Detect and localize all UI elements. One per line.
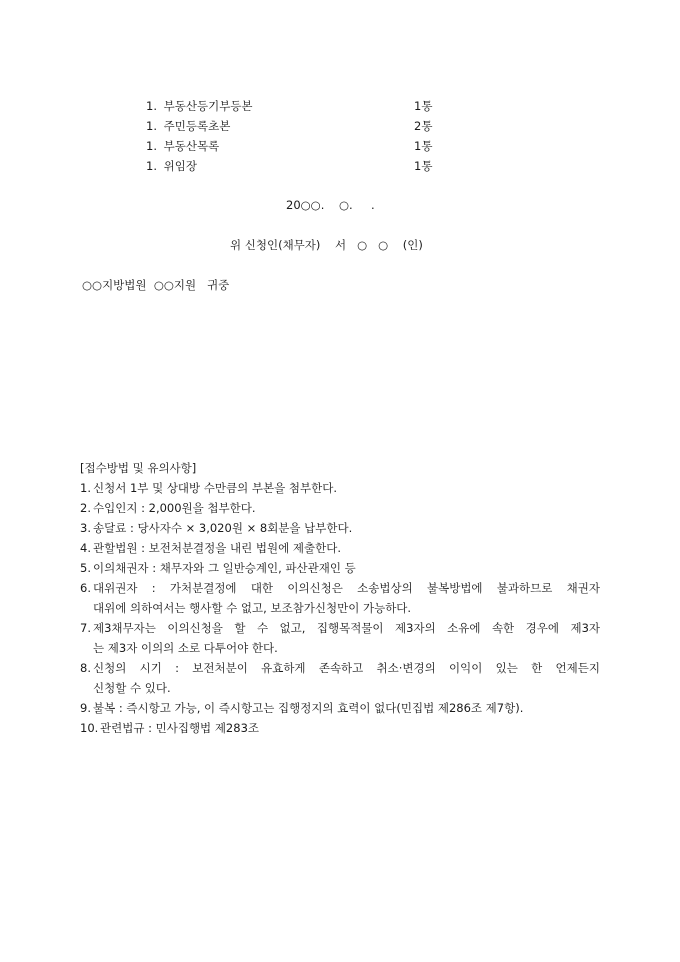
notes-section [80, 458, 600, 738]
note-item [80, 558, 600, 578]
attachments-list [146, 96, 446, 176]
note-number: 7. [80, 621, 91, 635]
note-number: 9. [80, 701, 91, 715]
note-number: 1. [80, 481, 91, 495]
notes-title: [접수방법 및 유의사항] [80, 461, 197, 475]
court-addressee: ○○지방법원 ○○지원 귀중 [82, 278, 230, 292]
attachment-name: 부동산등기부등본 [163, 99, 253, 113]
note-line: 수입인지 : 2,000원을 첩부한다. [93, 501, 256, 515]
note-line: 이의채권자 : 채무자와 그 일반승계인, 파산관재인 등 [93, 561, 356, 575]
attachment-number: 1. [146, 139, 157, 153]
note-item [80, 698, 600, 718]
date-line: 20○○. ○. . [286, 198, 375, 212]
note-item [80, 618, 600, 658]
applicant-signature-line: 위 신청인(채무자) 서 ○ ○ (인) [230, 238, 423, 252]
note-number: 5. [80, 561, 91, 575]
note-item [80, 538, 600, 558]
note-line: 신청할 수 있다. [93, 681, 171, 695]
attachment-count: 2통 [414, 119, 433, 133]
note-line: 신청의 시기 : 보전처분이 유효하게 존속하고 취소·변경의 이익이 있는 한 언제든지 [93, 661, 600, 675]
attachment-item [146, 156, 446, 176]
attachment-name: 부동산목록 [163, 139, 220, 153]
note-item [80, 518, 600, 538]
attachment-count: 1통 [414, 99, 433, 113]
note-number: 2. [80, 501, 91, 515]
note-line: 불복 : 즉시항고 가능, 이 즉시항고는 집행정지의 효력이 없다(민집법 제286조 제7항). [93, 701, 524, 715]
note-item [80, 718, 600, 738]
note-item [80, 498, 600, 518]
note-line: 대위권자 : 가처분결정에 대한 이의신청은 소송법상의 불복방법에 불과하므로 채권자 [93, 581, 600, 595]
note-line: 관할법원 : 보전처분결정을 내린 법원에 제출한다. [93, 541, 341, 555]
note-item [80, 478, 600, 498]
attachment-count: 1통 [414, 159, 433, 173]
attachment-item [146, 116, 446, 136]
attachment-item [146, 136, 446, 156]
attachment-name: 위임장 [163, 159, 197, 173]
note-number: 10. [80, 721, 99, 735]
attachment-number: 1. [146, 119, 157, 133]
note-number: 4. [80, 541, 91, 555]
attachment-name: 주민등록초본 [163, 119, 231, 133]
note-number: 8. [80, 661, 91, 675]
note-line: 는 제3자 이의의 소로 다투어야 한다. [93, 641, 278, 655]
note-number: 6. [80, 581, 91, 595]
note-line: 신청서 1부 및 상대방 수만큼의 부본을 첨부한다. [93, 481, 337, 495]
attachment-number: 1. [146, 159, 157, 173]
note-line: 송달료 : 당사자수 × 3,020원 × 8회분을 납부한다. [93, 521, 353, 535]
note-line: 관련법규 : 민사집행법 제283조 [100, 721, 259, 735]
note-line: 제3채무자는 이의신청을 할 수 없고, 집행목적물이 제3자의 소유에 속한 경우에 제3자 [93, 621, 600, 635]
note-number: 3. [80, 521, 91, 535]
note-line: 대위에 의하여서는 행사할 수 없고, 보조참가신청만이 가능하다. [93, 601, 412, 615]
attachment-item [146, 96, 446, 116]
attachment-count: 1통 [414, 139, 433, 153]
attachment-number: 1. [146, 99, 157, 113]
note-item [80, 578, 600, 618]
note-item [80, 658, 600, 698]
